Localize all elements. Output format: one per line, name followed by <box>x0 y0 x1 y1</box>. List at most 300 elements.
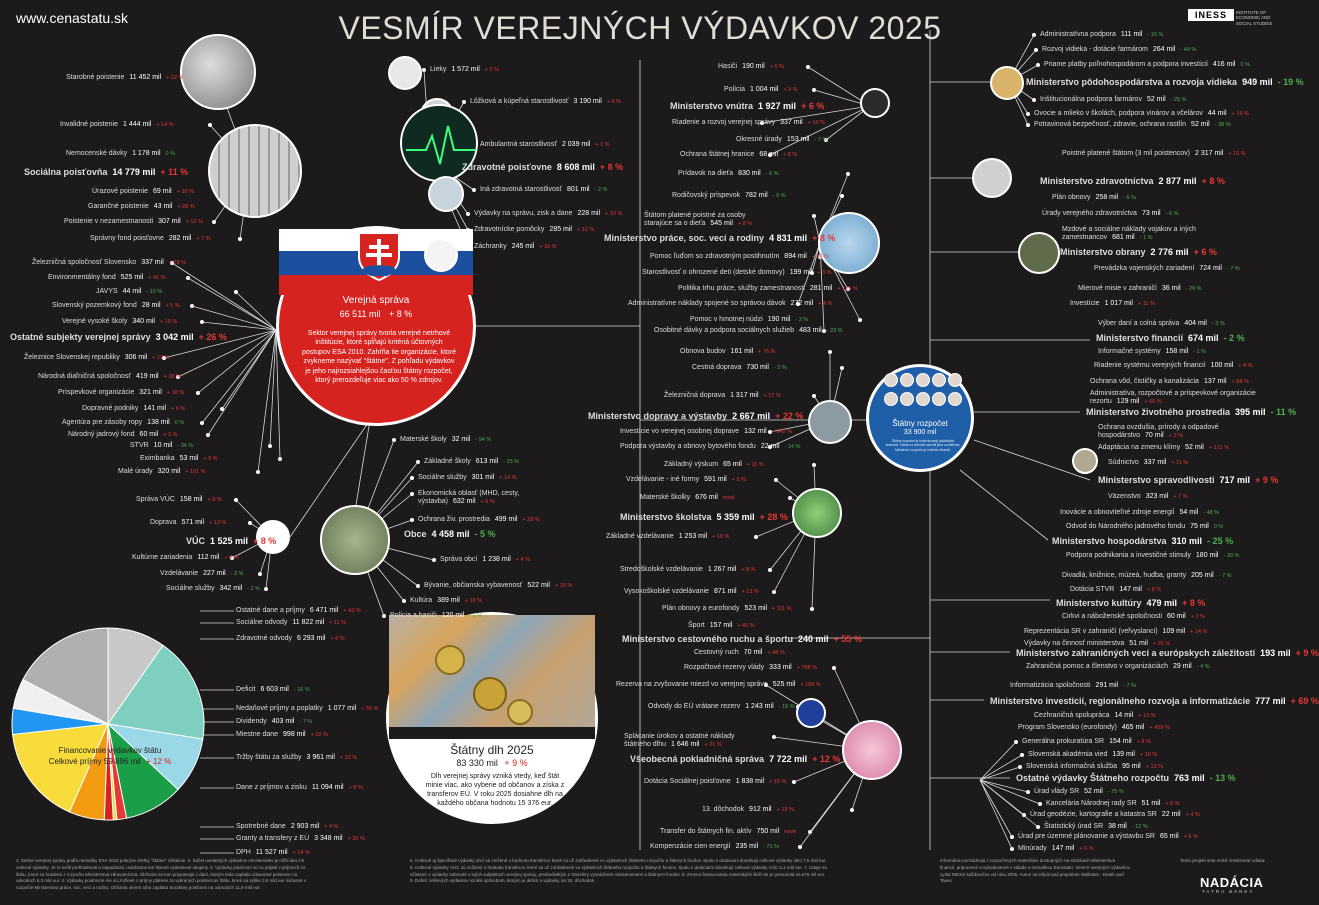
item-change: - 2 % <box>594 187 608 193</box>
item-name: Dopravné podniky <box>82 405 139 412</box>
item-name: Okresné úrady <box>736 136 782 143</box>
item-change: + 8 % <box>1136 739 1151 745</box>
item-name: Ambulantná starostlivosť <box>480 141 557 148</box>
item-name: Ovocie a mlieko v školách, podpora vinárov a včelárov <box>1034 110 1203 117</box>
item-value: 632 mil <box>452 498 476 506</box>
ministry-defense <box>1060 248 1217 257</box>
item-name: Vzdelávanie <box>160 570 199 577</box>
public-admin-change: + 8 % <box>389 309 413 319</box>
item-value: 403 mil <box>271 718 295 725</box>
budget-item <box>688 622 755 630</box>
item-value: 10 mil <box>153 442 173 449</box>
item-name: Obnova budov <box>680 348 726 355</box>
item-value: 830 mil <box>738 170 761 177</box>
budget-item <box>96 288 162 296</box>
item-value: 1 077 mil <box>327 705 357 712</box>
budget-item <box>38 373 181 381</box>
item-value: 193 mil <box>1260 648 1291 658</box>
budget-item <box>1108 493 1187 501</box>
item-name: Zdravotné poisťovne <box>462 162 552 172</box>
item-change: - 19 % <box>778 704 795 710</box>
item-value: 190 mil <box>742 63 765 70</box>
budget-item <box>620 443 800 451</box>
item-name: Železnice Slovenskej republiky <box>24 354 120 361</box>
ministry-agriculture <box>1026 78 1304 87</box>
item-value: 22 mil <box>760 443 780 450</box>
item-value: 65 mil <box>723 461 742 468</box>
item-change: - 6 % <box>1123 195 1136 201</box>
item-value: 132 mil <box>744 428 767 435</box>
budget-item <box>424 582 572 590</box>
item-change: - 39 % <box>1223 553 1240 559</box>
budget-item <box>236 784 363 792</box>
item-name: Materské školky <box>640 494 691 501</box>
item-name: Základné školy <box>424 458 471 465</box>
item-value: 70 mil <box>743 649 763 656</box>
budget-item <box>606 533 729 541</box>
budget-item <box>236 731 328 739</box>
item-change: + 13 % <box>1138 713 1156 719</box>
budget-item <box>1060 509 1219 517</box>
item-change: 0 % <box>1240 62 1250 68</box>
item-change: + 10 % <box>1228 151 1246 157</box>
item-name: Rodičovský príspevok <box>672 192 741 199</box>
item-name: Ostatné subjekty verejnej správy <box>10 332 151 342</box>
item-name: Mzdové a sociálne náklady vojakov a iných zamestnancov <box>1062 226 1196 242</box>
item-change: + 26 % <box>198 332 227 342</box>
item-name: VÚC <box>186 536 206 546</box>
item-value: 44 mil <box>1207 110 1227 117</box>
item-change: - 15 % <box>1147 32 1164 38</box>
item-value: 272 mil <box>790 300 814 307</box>
item-name: Základný výskum <box>664 461 719 468</box>
item-name: Politika trhu práce, služby zamestnanosti <box>678 285 805 292</box>
item-name: Kancelária Národnej rady SR <box>1046 800 1137 807</box>
item-name: Vysokoškolské vzdelávanie <box>624 588 709 595</box>
item-value: 2 317 mil <box>1195 150 1224 157</box>
item-value: 389 mil <box>437 597 460 604</box>
minister-portrait-icon <box>916 373 930 387</box>
item-change: - 4 % <box>1196 664 1210 670</box>
item-name: Ochrana štátnej hranice <box>680 151 755 158</box>
item-value: 1 178 mil <box>132 150 161 157</box>
ministry-treasury <box>630 755 840 764</box>
minister-portrait-icon <box>916 392 930 406</box>
item-value: 2 667 mil <box>732 411 771 421</box>
item-change: + 76 % <box>758 349 776 355</box>
item-value: 205 mil <box>1191 572 1214 579</box>
item-value: 95 mil <box>1122 763 1141 770</box>
item-value: 281 mil <box>809 285 833 292</box>
item-change: - 6 % <box>765 171 779 177</box>
item-name: Administratíva, rozpočtové a príspevkové organizácie rezortu <box>1090 390 1256 406</box>
item-change: - 16 % <box>293 687 310 693</box>
minister-portrait-icon <box>948 373 962 387</box>
budget-item <box>1034 121 1231 129</box>
item-name: Stredoškolské vzdelávanie <box>620 566 703 573</box>
ministry-environment <box>1086 408 1296 417</box>
ministry-investment <box>990 697 1319 706</box>
ministry-health-insurance <box>462 163 623 172</box>
item-name: Ochrana živ. prostredia <box>418 516 490 523</box>
item-value: 44 mil <box>122 288 142 295</box>
item-change: + 16 % <box>811 254 830 260</box>
item-name: Cirkvi a náboženské spoločnosti <box>1062 613 1162 620</box>
item-name: Úrad vlády SR <box>1034 788 1080 795</box>
item-name: Dotácia STVR <box>1070 586 1115 593</box>
item-value: 228 mil <box>577 210 601 217</box>
budget-item <box>132 554 239 562</box>
item-name: Slovenský pozemkový fond <box>52 302 137 309</box>
item-value: 674 mil <box>1188 333 1219 343</box>
item-change: + 12 % <box>152 355 170 361</box>
item-change: + 18 % <box>166 390 185 396</box>
item-change: - 2 % <box>230 571 244 577</box>
item-change: - 2 % <box>247 586 261 592</box>
budget-item <box>1070 300 1155 308</box>
item-change: + 11 % <box>746 462 764 468</box>
item-value: 416 mil <box>1212 61 1236 68</box>
item-value: 43 mil <box>153 203 173 210</box>
item-change: + 7 % <box>196 236 211 242</box>
item-name: Ostatné dane a príjmy <box>236 607 305 614</box>
budget-item <box>1034 788 1124 796</box>
item-name: Nemocenské dávky <box>66 150 128 157</box>
budget-item <box>82 405 185 413</box>
budget-item <box>48 274 166 282</box>
item-value: 137 mil <box>1203 378 1227 385</box>
item-name: Ministerstvo životného prostredia <box>1086 407 1231 417</box>
budget-item <box>1066 523 1223 531</box>
item-change: + 69 % <box>1290 696 1319 706</box>
item-value: 11 527 mil <box>255 849 288 856</box>
item-name: Informatizácia spoločnosti <box>1010 682 1091 689</box>
item-change: + 45 % <box>737 623 755 629</box>
item-change: + 8 % <box>737 221 753 228</box>
item-value: 158 mil <box>179 496 203 503</box>
item-value: 60 mil <box>139 431 159 438</box>
budget-item <box>236 835 365 843</box>
item-value: 7 722 mil <box>769 754 808 764</box>
foundation-subtitle: TATRA BANKY <box>1202 889 1255 894</box>
item-change: + 4 % <box>1238 363 1253 369</box>
item-value: 285 mil <box>549 226 572 233</box>
item-name: Spotrebné dane <box>236 823 286 830</box>
budget-item <box>470 98 621 106</box>
minister-portrait-icon <box>932 373 946 387</box>
budget-item <box>1062 572 1232 580</box>
budget-item <box>736 136 827 144</box>
item-name: Ministerstvo hospodárstva <box>1052 536 1167 546</box>
item-value: 51 mil <box>1129 640 1148 647</box>
item-name: Dane z príjmov a zisku <box>236 784 307 791</box>
debt-value: 83 330 mil <box>456 758 498 768</box>
item-name: Riadenie systému verejných financií <box>1094 362 1206 369</box>
minister-portrait-icon <box>932 392 946 406</box>
item-value: 571 mil <box>181 519 205 526</box>
ministry-finance <box>1096 334 1245 343</box>
item-name: Investície <box>1070 300 1100 307</box>
item-value: 2 903 mil <box>290 823 320 830</box>
item-change: + 43 % <box>343 608 361 614</box>
budget-item <box>1022 738 1151 746</box>
item-name: Železničná doprava <box>664 392 726 399</box>
item-change: + 2 % <box>163 432 178 438</box>
budget-item <box>624 588 759 596</box>
item-name: Verejné vysoké školy <box>62 318 128 325</box>
connector-line <box>258 330 276 472</box>
item-name: Ekonomická oblasť (MHD, cesty, výstavba) <box>418 490 520 506</box>
item-name: Bývanie, občianska vybavenosť <box>424 582 523 589</box>
item-change: - 13 % <box>1209 773 1236 783</box>
item-value: 894 mil <box>784 253 807 260</box>
item-change: - 7 % <box>299 719 313 725</box>
budget-item <box>650 843 779 851</box>
item-value: 235 mil <box>735 843 759 850</box>
state-budget-note: Štátny rozpočet je kontrolovaný politickými stranami. Vláda na schôdzi schváli jeho rozdelenie. Ministrom rozpočtu je minister financií. <box>885 439 961 452</box>
ministry-education <box>620 513 788 522</box>
item-name: Sociálne služby <box>166 585 215 592</box>
budget-item <box>624 733 744 750</box>
item-value: 53 mil <box>179 455 199 462</box>
budget-item <box>1024 640 1170 648</box>
budget-item <box>690 316 808 324</box>
budget-item <box>1094 362 1252 370</box>
medicine-photo <box>388 56 422 90</box>
item-change: + 8 % <box>783 152 798 158</box>
item-value: 3 042 mil <box>155 332 194 342</box>
item-name: Starobné poistenie <box>66 74 125 81</box>
item-name: Transfer do štátnych fin. aktív <box>660 828 752 835</box>
item-name: Štatistický úrad SR <box>1044 823 1104 830</box>
budget-item <box>480 141 610 149</box>
item-change: + 10 % <box>1139 752 1158 758</box>
item-change: - 7 % <box>1226 266 1240 272</box>
ministry-health <box>1040 177 1225 186</box>
footer-foundation-note: Tento projekt sme mohli zrealizovať vďaka: <box>1180 858 1266 863</box>
item-change: - 5 % <box>474 529 496 539</box>
item-change: + 8 % <box>1201 176 1225 186</box>
item-change: + 8 % <box>599 162 624 172</box>
footer-notes-right: Informácie pochádzajú z rozpočtových materiálov dostupných na stránkach Ministerstva financií, pripravené a vyhodnotené v súlade s metodikou Eurostatu. Vesmír verejných výdavkov vydal INESS každoročne od roku 2006. Autori sa inšpirovali projektom Wallstats - Death and Taxes <box>940 858 1130 884</box>
item-value: 320 mil <box>157 468 181 475</box>
item-change: + 8 % <box>812 233 836 243</box>
budget-item <box>1062 150 1246 158</box>
financing-change: + 12 % <box>146 757 172 766</box>
item-value: 2 776 mil <box>1150 247 1189 257</box>
item-value: 307 mil <box>158 218 181 225</box>
budget-item <box>1070 586 1161 594</box>
budget-item <box>410 597 482 605</box>
website-url[interactable]: www.cenastatu.sk <box>16 10 129 26</box>
item-value: 6 293 mil <box>297 635 326 642</box>
item-name: Reprezentácia SR v zahraničí (veľvyslanci) <box>1024 628 1158 635</box>
budget-item <box>92 188 194 196</box>
item-name: Štátom platené poistné za osoby starajúce sa o dieťa <box>644 212 746 228</box>
budget-item <box>644 778 786 786</box>
item-value: 3 348 mil <box>314 835 343 842</box>
item-name: Eximbanka <box>140 455 175 462</box>
budget-item <box>62 318 177 326</box>
item-name: Poistenie v nezamestnanosti <box>64 218 154 225</box>
budget-item <box>1098 424 1248 441</box>
iness-logo: INESS <box>1188 9 1234 21</box>
item-name: Výber daní a colná správa <box>1098 320 1180 327</box>
item-value: 154 mil <box>1109 738 1132 745</box>
item-change: - 14 % <box>784 444 801 450</box>
item-name: Generálna prokuratúra SR <box>1022 738 1105 745</box>
item-name: Príspevkové organizácie <box>58 389 135 396</box>
item-change: - 2 % <box>1223 333 1245 343</box>
budget-item <box>680 348 775 356</box>
budget-item <box>64 218 203 226</box>
item-change: - 25 % <box>1207 536 1234 546</box>
item-name: Súdnictvo <box>1108 459 1139 466</box>
item-change: - 38 % <box>1214 122 1231 128</box>
budget-item <box>150 519 226 527</box>
budget-item <box>642 269 832 277</box>
item-value: 291 mil <box>1095 682 1119 689</box>
item-name: Ministerstvo investícií, regionálneho rozvoja a informatizácie <box>990 696 1251 706</box>
item-value: 8 608 mil <box>556 162 595 172</box>
item-name: Zdravotnícke pomôcky <box>474 226 545 233</box>
item-name: Šport <box>688 622 705 629</box>
item-value: 11 094 mil <box>311 784 344 791</box>
budget-item <box>692 364 787 372</box>
budget-item <box>672 119 825 127</box>
budget-item <box>1034 110 1249 118</box>
footer-notes-left: 1. Sektor verejnej správy podľa metodiky ESA 2010 pokrýva všetky "štátne" inštitúcie. 2. Súčet uvedených výdavkov ministerstiev je nižší ako ich celkové výdavky. Je to kvôli prehľadnosti a nápaditosti, uvádzame len hlavné výdavkové skupiny. 3. Výdavky poisťovní sú vo prijaté v príjmoch zo štátu, ktoré sú hradené z rozpočtu Ministerstva zdravotníctva. Občania na tom prispievajú z daní, ktorým teda zaplatia zdravotné poistenie na odvodoch 6,3 mld eur. 4. Výdavky poisťovne nie sú znížené o príjmy platené za vybraných poistencov štátu, ktoré sú výške 3,6 mld eur súčasne v rozpočte Ministerstva práce, soc. vecí a rodiny. Občania okrem toho zaplatia Sociálnej poisťovni na odvodoch 11,8 mld eur. <box>16 858 307 890</box>
budget-item <box>648 703 795 711</box>
budget-item <box>236 619 346 627</box>
euro-banknotes-photo <box>389 615 595 733</box>
item-name: Ostatné výdavky Štátneho rozpočtu <box>1016 773 1170 783</box>
coins-icon-2 <box>473 677 507 711</box>
item-change: + 17 % <box>763 393 781 399</box>
ministry-tourism <box>622 635 862 644</box>
item-value: 801 mil <box>567 186 590 193</box>
item-value: 69 mil <box>153 188 172 195</box>
item-name: Ministerstvo práce, soc. vecí a rodiny <box>604 233 765 243</box>
item-change: + 4 % <box>1185 812 1200 818</box>
item-change: + 3 % <box>203 456 218 462</box>
minister-portrait-icon <box>884 373 898 387</box>
item-name: Dividendy <box>236 718 267 725</box>
item-change: - 94 % <box>475 437 492 443</box>
budget-item <box>62 419 184 427</box>
item-name: Prídavok na dieťa <box>678 170 734 177</box>
item-change: + 14 % <box>1190 629 1208 635</box>
item-value: 310 mil <box>1171 536 1203 546</box>
budget-item <box>66 150 175 158</box>
item-name: Úrazové poistenie <box>92 188 149 195</box>
item-value: 129 mil <box>1116 398 1140 406</box>
item-change: - 44 % <box>1180 47 1197 53</box>
item-value: 342 mil <box>219 585 243 592</box>
item-name: Cezhraničná spolupráca <box>1034 712 1110 719</box>
item-change: + 8 % <box>253 536 277 546</box>
item-name: Dotácia Sociálnej poisťovne <box>644 778 731 785</box>
item-name: Ministerstvo školstva <box>620 512 712 522</box>
item-name: Obce <box>404 529 427 539</box>
item-value: 240 mil <box>798 634 829 644</box>
item-change: + 11 % <box>1137 301 1155 307</box>
item-name: Pomoc v hmotnej núdzi <box>690 316 763 323</box>
budget-item <box>90 235 211 243</box>
item-value: 14 779 mil <box>112 167 156 177</box>
item-value: 100 mil <box>1210 362 1234 369</box>
budget-item <box>474 226 594 234</box>
connector-line <box>270 330 276 446</box>
item-value: 681 mil <box>1112 234 1135 242</box>
item-value: 190 mil <box>767 316 791 323</box>
item-name: Environmentálny fond <box>48 274 116 281</box>
item-change: + 642 % <box>771 429 792 435</box>
budget-item <box>640 494 735 502</box>
item-change: + 36 % <box>347 836 365 842</box>
budget-item <box>626 476 746 484</box>
node-dot <box>212 220 216 224</box>
item-change: + 14 % <box>156 122 174 128</box>
item-value: 525 mil <box>120 274 144 281</box>
item-name: Vzdelávanie - iné formy <box>626 476 700 483</box>
item-change: + 3 % <box>817 270 832 276</box>
item-value: 1 317 mil <box>730 392 759 399</box>
item-name: Deficit <box>236 686 256 693</box>
item-value: 337 mil <box>1143 459 1167 466</box>
item-name: Správa VÚC <box>136 496 175 503</box>
item-change: - 25 % <box>503 459 520 465</box>
item-value: 282 mil <box>168 235 192 242</box>
doctors-photo <box>428 176 464 212</box>
item-value: 158 mil <box>1165 348 1189 355</box>
item-name: Rozvoj vidieka - dotácie farmárom <box>1042 46 1148 53</box>
item-change: - 25 % <box>1170 97 1187 103</box>
item-change: nové <box>722 495 735 501</box>
item-value: 245 mil <box>511 243 535 250</box>
item-value: 32 mil <box>451 436 471 443</box>
item-value: 109 mil <box>1162 628 1186 635</box>
budget-item <box>1062 613 1205 621</box>
item-value: 258 mil <box>1095 194 1119 201</box>
budget-item <box>1026 763 1163 771</box>
item-change: + 13 % <box>1145 764 1164 770</box>
heartbeat-icon <box>402 106 480 184</box>
item-value: 717 mil <box>1219 475 1251 485</box>
item-value: 52 mil <box>1084 788 1103 795</box>
item-change: + 5 % <box>165 303 180 309</box>
item-name: Kultúrne zariadenia <box>132 554 193 561</box>
item-name: STVR <box>130 442 149 449</box>
item-name: Zdravotné odvody <box>236 635 293 642</box>
item-value: 1 927 mil <box>758 101 797 111</box>
item-change: + 9 % <box>1255 475 1279 485</box>
item-name: Divadlá, knižnice, múzeá, hudba, granty <box>1062 572 1187 579</box>
item-change: + 788 % <box>796 665 818 671</box>
budget-item <box>620 566 756 574</box>
budget-item <box>1018 724 1170 732</box>
item-change: 0 % <box>1213 524 1224 530</box>
item-name: Ministerstvo vnútra <box>670 101 754 111</box>
item-value: 52 mil <box>1185 444 1204 451</box>
budget-item <box>1044 823 1148 831</box>
budget-item <box>1090 390 1260 407</box>
connector-line <box>770 106 870 155</box>
minister-portraits <box>877 373 969 409</box>
item-change: + 12 % <box>577 227 595 233</box>
item-change: + 6 % <box>769 64 784 70</box>
budget-item <box>724 86 798 94</box>
